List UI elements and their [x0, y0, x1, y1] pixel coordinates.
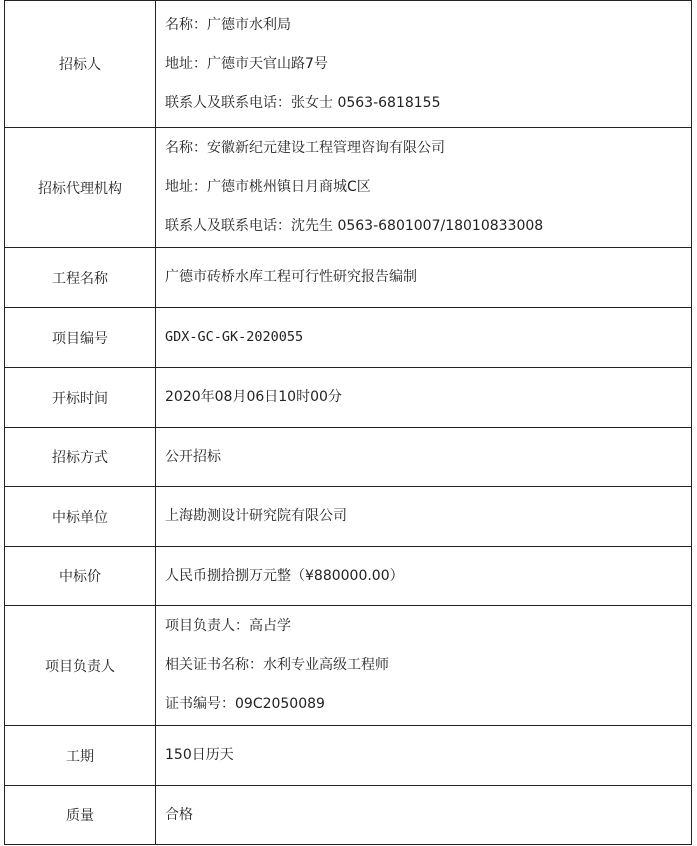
agency-address: 地址：广德市桃州镇日月商城C区	[165, 179, 371, 195]
agency-name: 名称：安徽新纪元建设工程管理咨询有限公司	[165, 140, 445, 156]
tenderer-address: 地址：广德市天官山路7号	[165, 55, 328, 72]
row-label-project-name: 工程名称	[5, 248, 156, 308]
row-label-agency: 招标代理机构	[5, 128, 156, 248]
row-value-winning-unit	[156, 487, 692, 547]
certificate-number: 证书编号：09C2050089	[165, 696, 325, 712]
row-label-quality: 质量	[5, 786, 156, 845]
row-label-winning-unit: 中标单位	[5, 487, 156, 547]
winning-price: 人民币捌拾捌万元整（¥880000.00）	[165, 567, 404, 584]
row-value-project-leader	[156, 606, 692, 726]
table-row	[5, 428, 692, 487]
table-row	[5, 308, 692, 368]
tenderer-name: 名称：广德市水利局	[165, 16, 291, 33]
row-label-tender-method: 招标方式	[5, 428, 156, 487]
row-value-agency	[156, 128, 692, 248]
duration: 150日历天	[165, 747, 234, 763]
row-label-tenderer: 招标人	[5, 1, 156, 128]
project-name: 广德市砖桥水库工程可行性研究报告编制	[165, 269, 417, 285]
table-row	[5, 786, 692, 845]
certificate-name: 相关证书名称：水利专业高级工程师	[165, 657, 389, 673]
table-row	[5, 606, 692, 726]
project-number: GDX-GC-GK-2020055	[165, 329, 304, 345]
table-row	[5, 547, 692, 606]
row-label-project-leader: 项目负责人	[5, 606, 156, 726]
table-row	[5, 487, 692, 547]
tenderer-contact: 联系人及联系电话：张女士 0563-6818155	[165, 94, 441, 111]
row-label-project-number: 项目编号	[5, 308, 156, 368]
project-leader-name: 项目负责人：高占学	[165, 618, 291, 634]
row-value-project-name	[156, 248, 692, 308]
quality: 合格	[165, 806, 193, 823]
row-value-tender-method	[156, 428, 692, 487]
table-row	[5, 726, 692, 786]
bid-result-table	[4, 0, 692, 845]
agency-contact: 联系人及联系电话：沈先生 0563-6801007/18010833008	[165, 218, 544, 234]
row-label-winning-price: 中标价	[5, 547, 156, 606]
row-value-winning-price	[156, 547, 692, 606]
row-label-opening-time: 开标时间	[5, 368, 156, 428]
row-value-quality	[156, 786, 692, 845]
table-row	[5, 1, 692, 128]
row-value-project-number	[156, 308, 692, 368]
opening-time: 2020年08月06日10时00分	[165, 389, 342, 405]
row-value-opening-time	[156, 368, 692, 428]
row-value-tenderer	[156, 1, 692, 128]
table-row	[5, 128, 692, 248]
row-label-duration: 工期	[5, 726, 156, 786]
table-row	[5, 368, 692, 428]
tender-method: 公开招标	[165, 448, 221, 465]
table-row	[5, 248, 692, 308]
winning-unit: 上海勘测设计研究院有限公司	[165, 508, 347, 524]
row-value-duration	[156, 726, 692, 786]
